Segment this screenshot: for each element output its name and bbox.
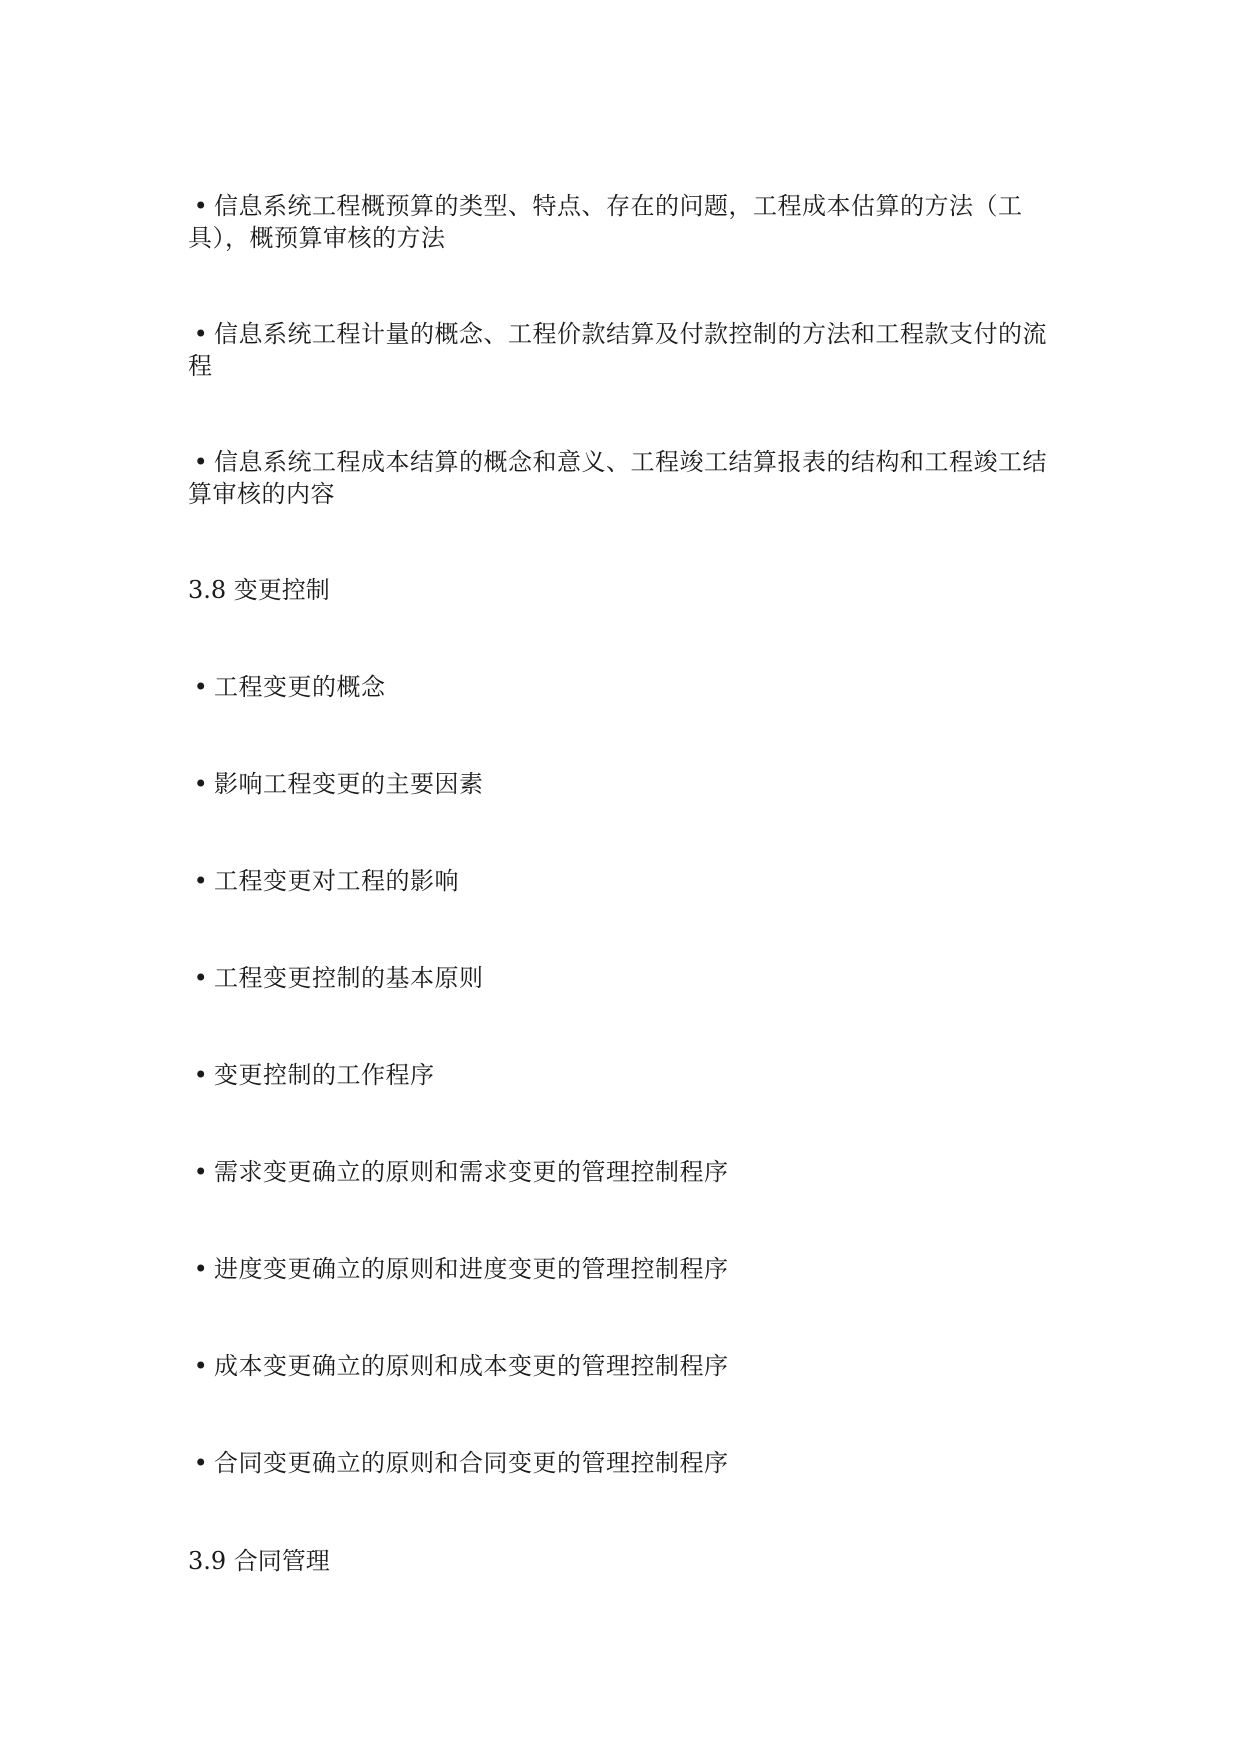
list-item [188,1447,1068,1479]
list-item-text: 影响工程变更的主要因素 [214,770,484,798]
list-item-text: 信息系统工程计量的概念、工程价款结算及付款控制的方法和工程款支付的流程 [188,320,1047,380]
list-item [188,1059,1068,1091]
list-item-text: 工程变更控制的基本原则 [214,964,484,992]
bullet-icon: • [193,1449,209,1477]
list-item-text: 进度变更确立的原则和进度变更的管理控制程序 [214,1255,729,1283]
section-heading-3-8: 3.8 变更控制 [188,576,330,604]
list-item-text: 需求变更确立的原则和需求变更的管理控制程序 [214,1158,729,1186]
bullet-icon: • [193,964,209,992]
list-item-text: 工程变更对工程的影响 [214,867,459,895]
list-item [188,318,1068,382]
list-item-text: 信息系统工程概预算的类型、特点、存在的问题，工程成本估算的方法（工具），概预算审核的方法 [188,192,1023,252]
bullet-icon: • [193,1255,209,1283]
list-item-text: 信息系统工程成本结算的概念和意义、工程竣工结算报表的结构和工程竣工结算审核的内容 [188,448,1047,508]
section-heading-3-9: 3.9 合同管理 [188,1547,330,1575]
bullet-icon: • [193,673,209,701]
list-item [188,768,1068,800]
bullet-icon: • [193,448,209,476]
list-item [188,671,1068,703]
list-item-text: 变更控制的工作程序 [214,1061,435,1089]
list-item [188,1156,1068,1188]
bullet-icon: • [193,1352,209,1380]
list-item [188,446,1068,510]
list-item [188,865,1068,897]
list-item [188,1253,1068,1285]
list-item-text: 成本变更确立的原则和成本变更的管理控制程序 [214,1352,729,1380]
bullet-icon: • [193,770,209,798]
bullet-icon: • [193,192,209,220]
list-item-text: 工程变更的概念 [214,673,386,701]
bullet-icon: • [193,1061,209,1089]
list-item [188,1350,1068,1382]
bullet-icon: • [193,867,209,895]
list-item-text: 合同变更确立的原则和合同变更的管理控制程序 [214,1449,729,1477]
bullet-icon: • [193,320,209,348]
list-item [188,962,1068,994]
bullet-icon: • [193,1158,209,1186]
list-item [188,190,1068,254]
